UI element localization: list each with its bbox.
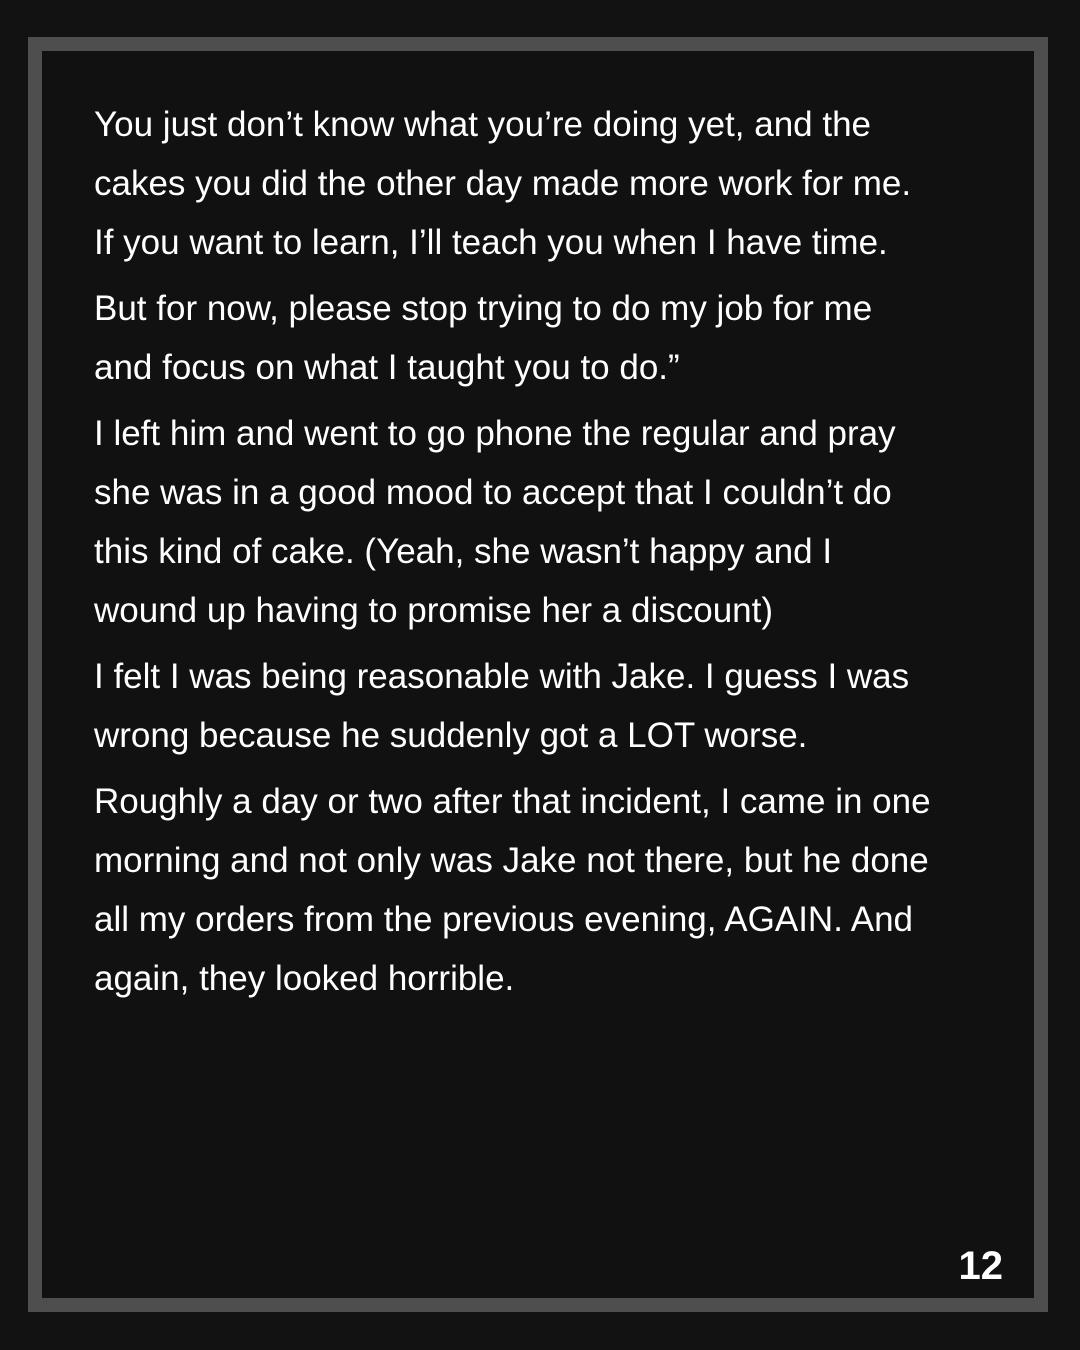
story-paragraph: I left him and went to go phone the regular and pray she was in a good mood to accept that I couldn’t do this kind of cake. (Yeah, she wasn’t happy and I wound up having to promise her a discount) xyxy=(94,414,896,630)
story-paragraph: You just don’t know what you’re doing yet, and the cakes you did the other day made more work for me. If you want to learn, I’ll teach you when I have time. xyxy=(94,105,912,262)
story-text xyxy=(94,95,1009,1015)
story-paragraph: But for now, please stop trying to do my job for me and focus on what I taught you to do.” xyxy=(94,289,873,387)
story-paragraph: Roughly a day or two after that incident, I came in one morning and not only was Jake not there, but he done all my orders from the previous evening, AGAIN. And again, they looked horrible. xyxy=(94,782,931,998)
page-number: 12 xyxy=(958,1244,1003,1288)
story-frame xyxy=(28,37,1048,1312)
story-paragraph: I felt I was being reasonable with Jake. I guess I was wrong because he suddenly got a LOT worse. xyxy=(94,657,910,755)
